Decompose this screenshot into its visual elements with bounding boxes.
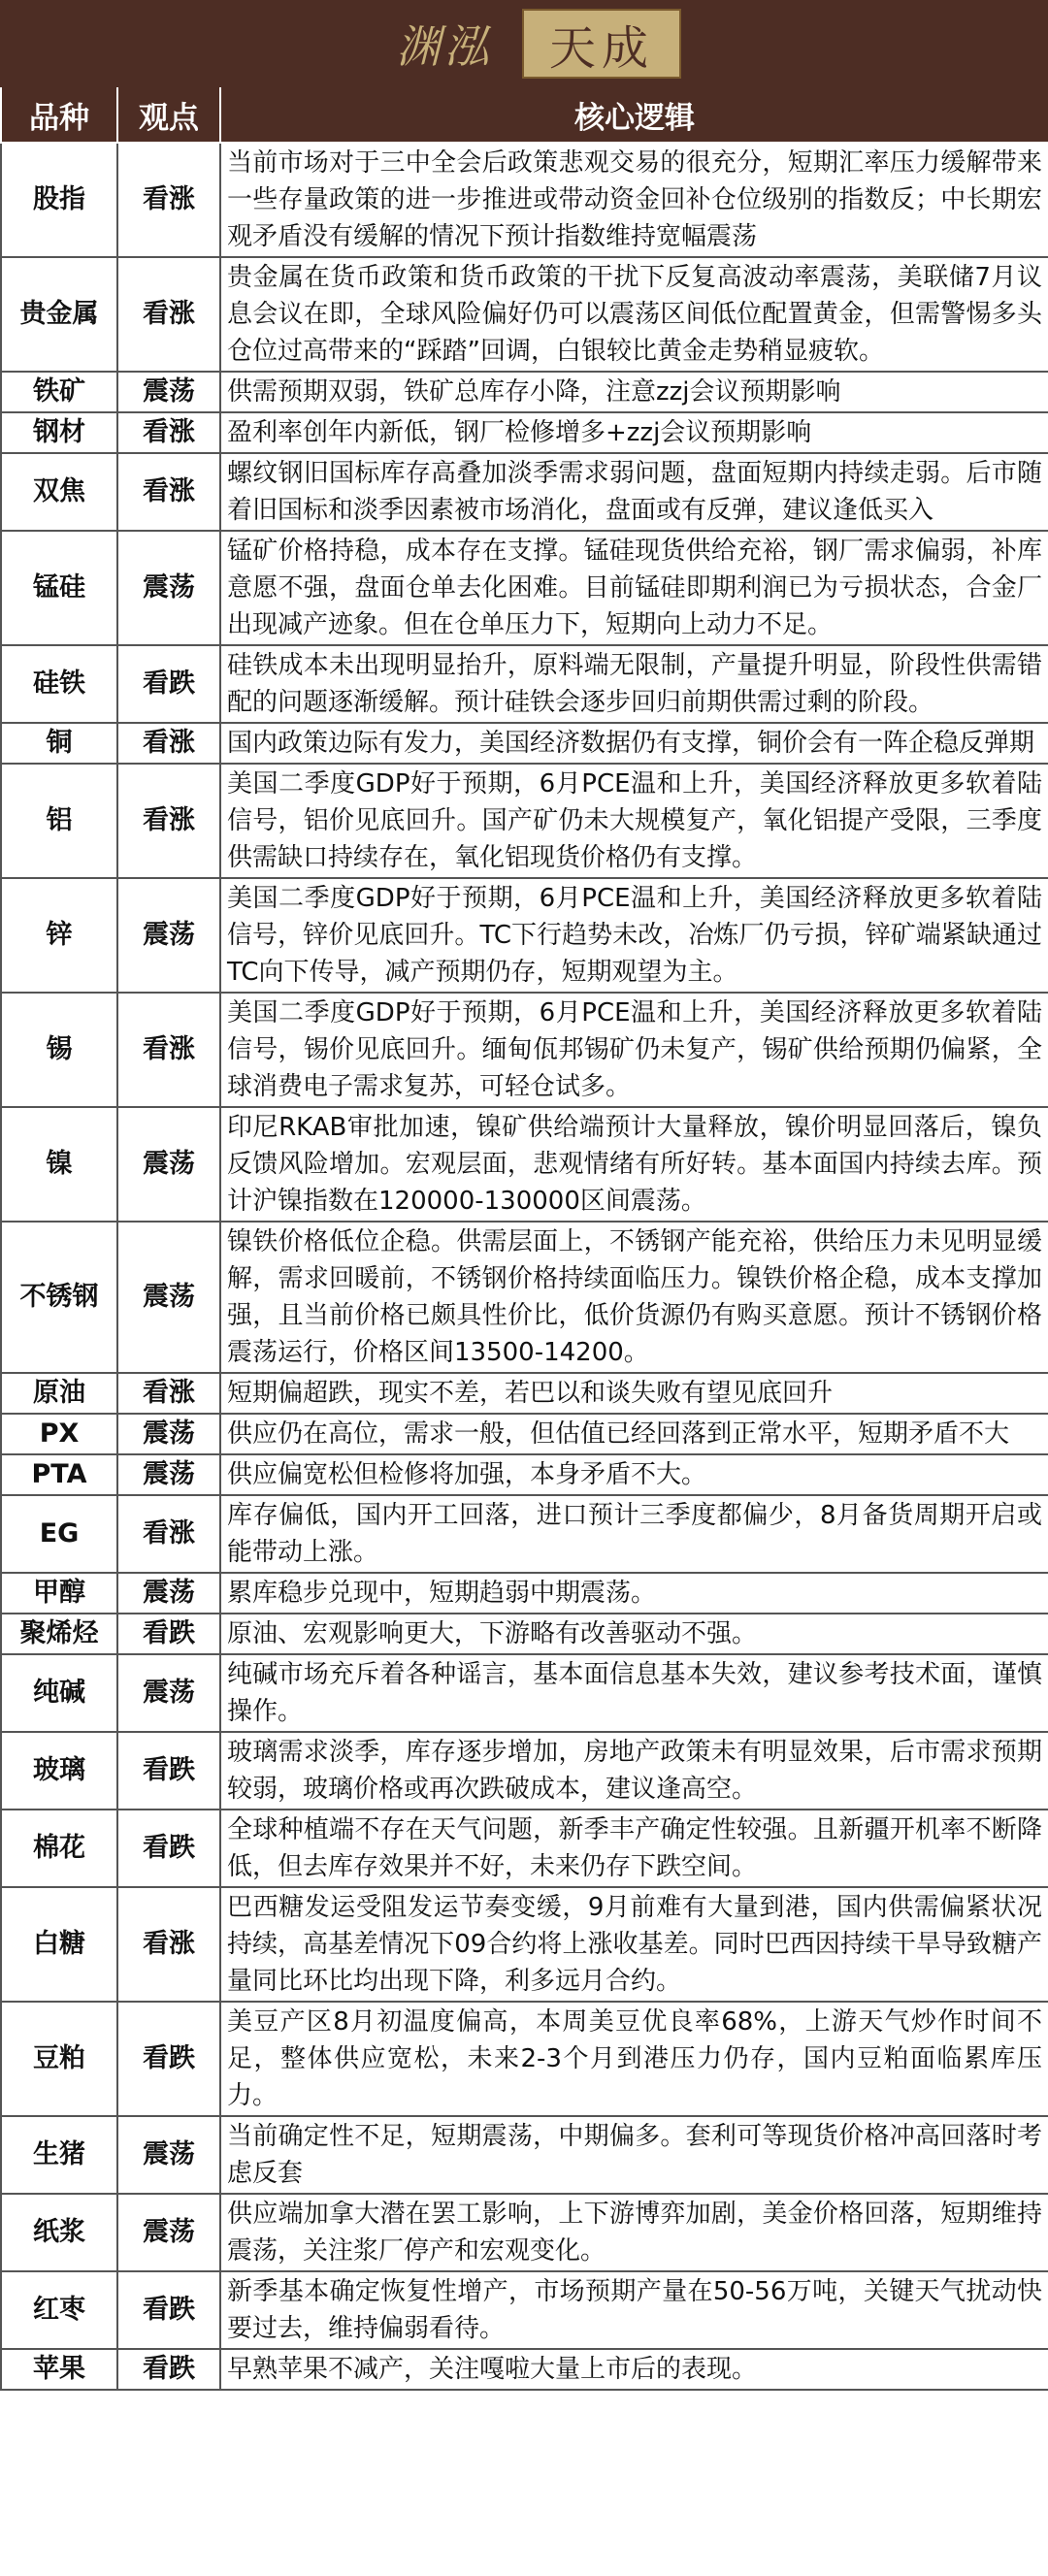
core-logic-text: 早熟苹果不减产，关注嘎啦大量上市后的表现。 xyxy=(220,2349,1048,2390)
core-logic-text: 供应端加拿大潜在罢工影响，上下游博弈加剧，美金价格回落，短期维持震荡，关注浆厂停产和宏观变化。 xyxy=(220,2194,1048,2271)
view-badge: 看涨 xyxy=(117,1495,220,1573)
view-badge: 看跌 xyxy=(117,2002,220,2116)
view-badge: 看涨 xyxy=(117,993,220,1107)
core-logic-text: 供应仍在高位，需求一般，但估值已经回落到正常水平，短期矛盾不大 xyxy=(220,1414,1048,1454)
core-logic-text: 美国二季度GDP好于预期，6月PCE温和上升，美国经济释放更多软着陆信号，锌价见底回升。TC下行趋势未改，冶炼厂仍亏损，锌矿端紧缺通过TC向下传导，减产预期仍存，短期观望为主。 xyxy=(220,878,1048,993)
table-row xyxy=(1,2194,1048,2271)
table-row xyxy=(1,2002,1048,2116)
commodity-name: 锰硅 xyxy=(1,531,117,645)
commodity-name: 锌 xyxy=(1,878,117,993)
table-row xyxy=(1,723,1048,764)
view-badge: 看涨 xyxy=(117,1373,220,1414)
commodity-name: 豆粕 xyxy=(1,2002,117,2116)
header-core-logic: 核心逻辑 xyxy=(220,87,1048,143)
view-badge: 震荡 xyxy=(117,531,220,645)
commodity-name: 镍 xyxy=(1,1107,117,1222)
view-badge: 看涨 xyxy=(117,764,220,878)
core-logic-text: 累库稳步兑现中，短期趋弱中期震荡。 xyxy=(220,1573,1048,1614)
table-row xyxy=(1,1414,1048,1454)
table-row xyxy=(1,453,1048,531)
view-badge: 看涨 xyxy=(117,1887,220,2002)
table-row xyxy=(1,531,1048,645)
commodity-name: 不锈钢 xyxy=(1,1222,117,1373)
commodity-name: 双焦 xyxy=(1,453,117,531)
commodity-name: 甲醇 xyxy=(1,1573,117,1614)
commodity-name: 玻璃 xyxy=(1,1732,117,1810)
view-badge: 看跌 xyxy=(117,1614,220,1654)
logo-bar xyxy=(0,0,1048,87)
table-row xyxy=(1,993,1048,1107)
table-row xyxy=(1,1654,1048,1732)
view-badge: 震荡 xyxy=(117,2194,220,2271)
view-badge: 看跌 xyxy=(117,1810,220,1887)
table-row xyxy=(1,412,1048,453)
core-logic-text: 盈利率创年内新低，钢厂检修增多+zzj会议预期影响 xyxy=(220,412,1048,453)
table-row xyxy=(1,143,1048,257)
view-badge: 震荡 xyxy=(117,1107,220,1222)
logo-text-right: 天成 xyxy=(522,9,681,79)
table-row xyxy=(1,1222,1048,1373)
view-badge: 看涨 xyxy=(117,453,220,531)
core-logic-text: 印尼RKAB审批加速，镍矿供给端预计大量释放，镍价明显回落后，镍负反馈风险增加。宏观层面，悲观情绪有所好转。基本面国内持续去库。预计沪镍指数在120000-130000区间震荡。 xyxy=(220,1107,1048,1222)
commodity-name: 硅铁 xyxy=(1,645,117,723)
commodity-name: PTA xyxy=(1,1454,117,1495)
view-badge: 看涨 xyxy=(117,723,220,764)
core-logic-text: 短期偏超跌，现实不差，若巴以和谈失败有望见底回升 xyxy=(220,1373,1048,1414)
table-row xyxy=(1,1732,1048,1810)
header-view: 观点 xyxy=(117,87,220,143)
commodity-name: 锡 xyxy=(1,993,117,1107)
view-badge: 震荡 xyxy=(117,1222,220,1373)
core-logic-text: 玻璃需求淡季，库存逐步增加，房地产政策未有明显效果，后市需求预期较弱，玻璃价格或再次跌破成本，建议逢高空。 xyxy=(220,1732,1048,1810)
view-badge: 震荡 xyxy=(117,1414,220,1454)
commodity-name: 铁矿 xyxy=(1,372,117,412)
table-row xyxy=(1,1373,1048,1414)
commodity-name: 红枣 xyxy=(1,2271,117,2349)
core-logic-text: 硅铁成本未出现明显抬升，原料端无限制，产量提升明显，阶段性供需错配的问题逐渐缓解。预计硅铁会逐步回归前期供需过剩的阶段。 xyxy=(220,645,1048,723)
table-row xyxy=(1,2271,1048,2349)
core-logic-text: 镍铁价格低位企稳。供需层面上，不锈钢产能充裕，供给压力未见明显缓解，需求回暖前，不锈钢价格持续面临压力。镍铁价格企稳，成本支撑加强，且当前价格已颇具性价比，低价货源仍有购买意愿。预计不锈钢价格震荡运行，价格区间13500-14200。 xyxy=(220,1222,1048,1373)
commodity-view-table xyxy=(0,87,1048,2391)
view-badge: 看涨 xyxy=(117,143,220,257)
table-row xyxy=(1,1810,1048,1887)
table-row xyxy=(1,2349,1048,2390)
commodity-name: 生猪 xyxy=(1,2116,117,2194)
core-logic-text: 美国二季度GDP好于预期，6月PCE温和上升，美国经济释放更多软着陆信号，铝价见底回升。国产矿仍未大规模复产，氧化铝提产受限，三季度供需缺口持续存在，氧化铝现货价格仍有支撑。 xyxy=(220,764,1048,878)
commodity-name: 聚烯烃 xyxy=(1,1614,117,1654)
view-badge: 看跌 xyxy=(117,2349,220,2390)
table-row xyxy=(1,878,1048,993)
commodity-name: 白糖 xyxy=(1,1887,117,2002)
table-row xyxy=(1,1573,1048,1614)
view-badge: 震荡 xyxy=(117,1573,220,1614)
header-variety: 品种 xyxy=(1,87,117,143)
table-row xyxy=(1,372,1048,412)
commodity-name: 股指 xyxy=(1,143,117,257)
commodity-name: 原油 xyxy=(1,1373,117,1414)
commodity-name: 棉花 xyxy=(1,1810,117,1887)
commodity-name: 钢材 xyxy=(1,412,117,453)
view-badge: 看跌 xyxy=(117,1732,220,1810)
commodity-name: EG xyxy=(1,1495,117,1573)
core-logic-text: 全球种植端不存在天气问题，新季丰产确定性较强。且新疆开机率不断降低，但去库存效果并不好，未来仍存下跌空间。 xyxy=(220,1810,1048,1887)
view-badge: 看涨 xyxy=(117,412,220,453)
view-badge: 震荡 xyxy=(117,878,220,993)
core-logic-text: 国内政策边际有发力，美国经济数据仍有支撑，铜价会有一阵企稳反弹期 xyxy=(220,723,1048,764)
core-logic-text: 原油、宏观影响更大，下游略有改善驱动不强。 xyxy=(220,1614,1048,1654)
table-row xyxy=(1,2116,1048,2194)
core-logic-text: 当前确定性不足，短期震荡，中期偏多。套利可等现货价格冲高回落时考虑反套 xyxy=(220,2116,1048,2194)
core-logic-text: 库存偏低，国内开工回落，进口预计三季度都偏少，8月备货周期开启或能带动上涨。 xyxy=(220,1495,1048,1573)
view-badge: 看跌 xyxy=(117,645,220,723)
core-logic-text: 供应偏宽松但检修将加强，本身矛盾不大。 xyxy=(220,1454,1048,1495)
commodity-name: 纯碱 xyxy=(1,1654,117,1732)
core-logic-text: 供需预期双弱，铁矿总库存小降，注意zzj会议预期影响 xyxy=(220,372,1048,412)
table-row xyxy=(1,764,1048,878)
commodity-name: 贵金属 xyxy=(1,257,117,372)
core-logic-text: 贵金属在货币政策和货币政策的干扰下反复高波动率震荡，美联储7月议息会议在即，全球风险偏好仍可以震荡区间低位配置黄金，但需警惕多头仓位过高带来的“踩踏”回调，白银较比黄金走势稍显疲软。 xyxy=(220,257,1048,372)
core-logic-text: 螺纹钢旧国标库存高叠加淡季需求弱问题，盘面短期内持续走弱。后市随着旧国标和淡季因素被市场消化，盘面或有反弹，建议逢低买入 xyxy=(220,453,1048,531)
table-row xyxy=(1,257,1048,372)
view-badge: 震荡 xyxy=(117,372,220,412)
table-header-row xyxy=(1,87,1048,143)
table-row xyxy=(1,1495,1048,1573)
commodity-name: 苹果 xyxy=(1,2349,117,2390)
brand-logo xyxy=(367,10,681,78)
view-badge: 震荡 xyxy=(117,1654,220,1732)
view-badge: 看跌 xyxy=(117,2271,220,2349)
logo-text-left: 渊泓 xyxy=(396,20,493,73)
table-body xyxy=(1,143,1048,2390)
commodity-name: 纸浆 xyxy=(1,2194,117,2271)
core-logic-text: 新季基本确定恢复性增产，市场预期产量在50-56万吨，关键天气扰动快要过去，维持偏弱看待。 xyxy=(220,2271,1048,2349)
view-badge: 震荡 xyxy=(117,1454,220,1495)
view-badge: 看涨 xyxy=(117,257,220,372)
core-logic-text: 锰矿价格持稳，成本存在支撑。锰硅现货供给充裕，钢厂需求偏弱，补库意愿不强，盘面仓单去化困难。目前锰硅即期利润已为亏损状态，合金厂出现减产迹象。但在仓单压力下，短期向上动力不足。 xyxy=(220,531,1048,645)
core-logic-text: 纯碱市场充斥着各种谣言，基本面信息基本失效，建议参考技术面，谨慎操作。 xyxy=(220,1654,1048,1732)
table-row xyxy=(1,1614,1048,1654)
table-row xyxy=(1,645,1048,723)
core-logic-text: 美国二季度GDP好于预期，6月PCE温和上升，美国经济释放更多软着陆信号，锡价见底回升。缅甸佤邦锡矿仍未复产，锡矿供给预期仍偏紧，全球消费电子需求复苏，可轻仓试多。 xyxy=(220,993,1048,1107)
core-logic-text: 当前市场对于三中全会后政策悲观交易的很充分，短期汇率压力缓解带来一些存量政策的进一步推进或带动资金回补仓位级别的指数反；中长期宏观矛盾没有缓解的情况下预计指数维持宽幅震荡 xyxy=(220,143,1048,257)
commodity-name: 铝 xyxy=(1,764,117,878)
commodity-name: 铜 xyxy=(1,723,117,764)
table-row xyxy=(1,1887,1048,2002)
core-logic-text: 巴西糖发运受阻发运节奏变缓，9月前难有大量到港，国内供需偏紧状况持续，高基差情况下09合约将上涨收基差。同时巴西因持续干旱导致糖产量同比环比均出现下降，利多远月合约。 xyxy=(220,1887,1048,2002)
view-badge: 震荡 xyxy=(117,2116,220,2194)
table-row xyxy=(1,1107,1048,1222)
table-row xyxy=(1,1454,1048,1495)
core-logic-text: 美豆产区8月初温度偏高，本周美豆优良率68%，上游天气炒作时间不足，整体供应宽松，未来2-3个月到港压力仍存，国内豆粕面临累库压力。 xyxy=(220,2002,1048,2116)
commodity-name: PX xyxy=(1,1414,117,1454)
